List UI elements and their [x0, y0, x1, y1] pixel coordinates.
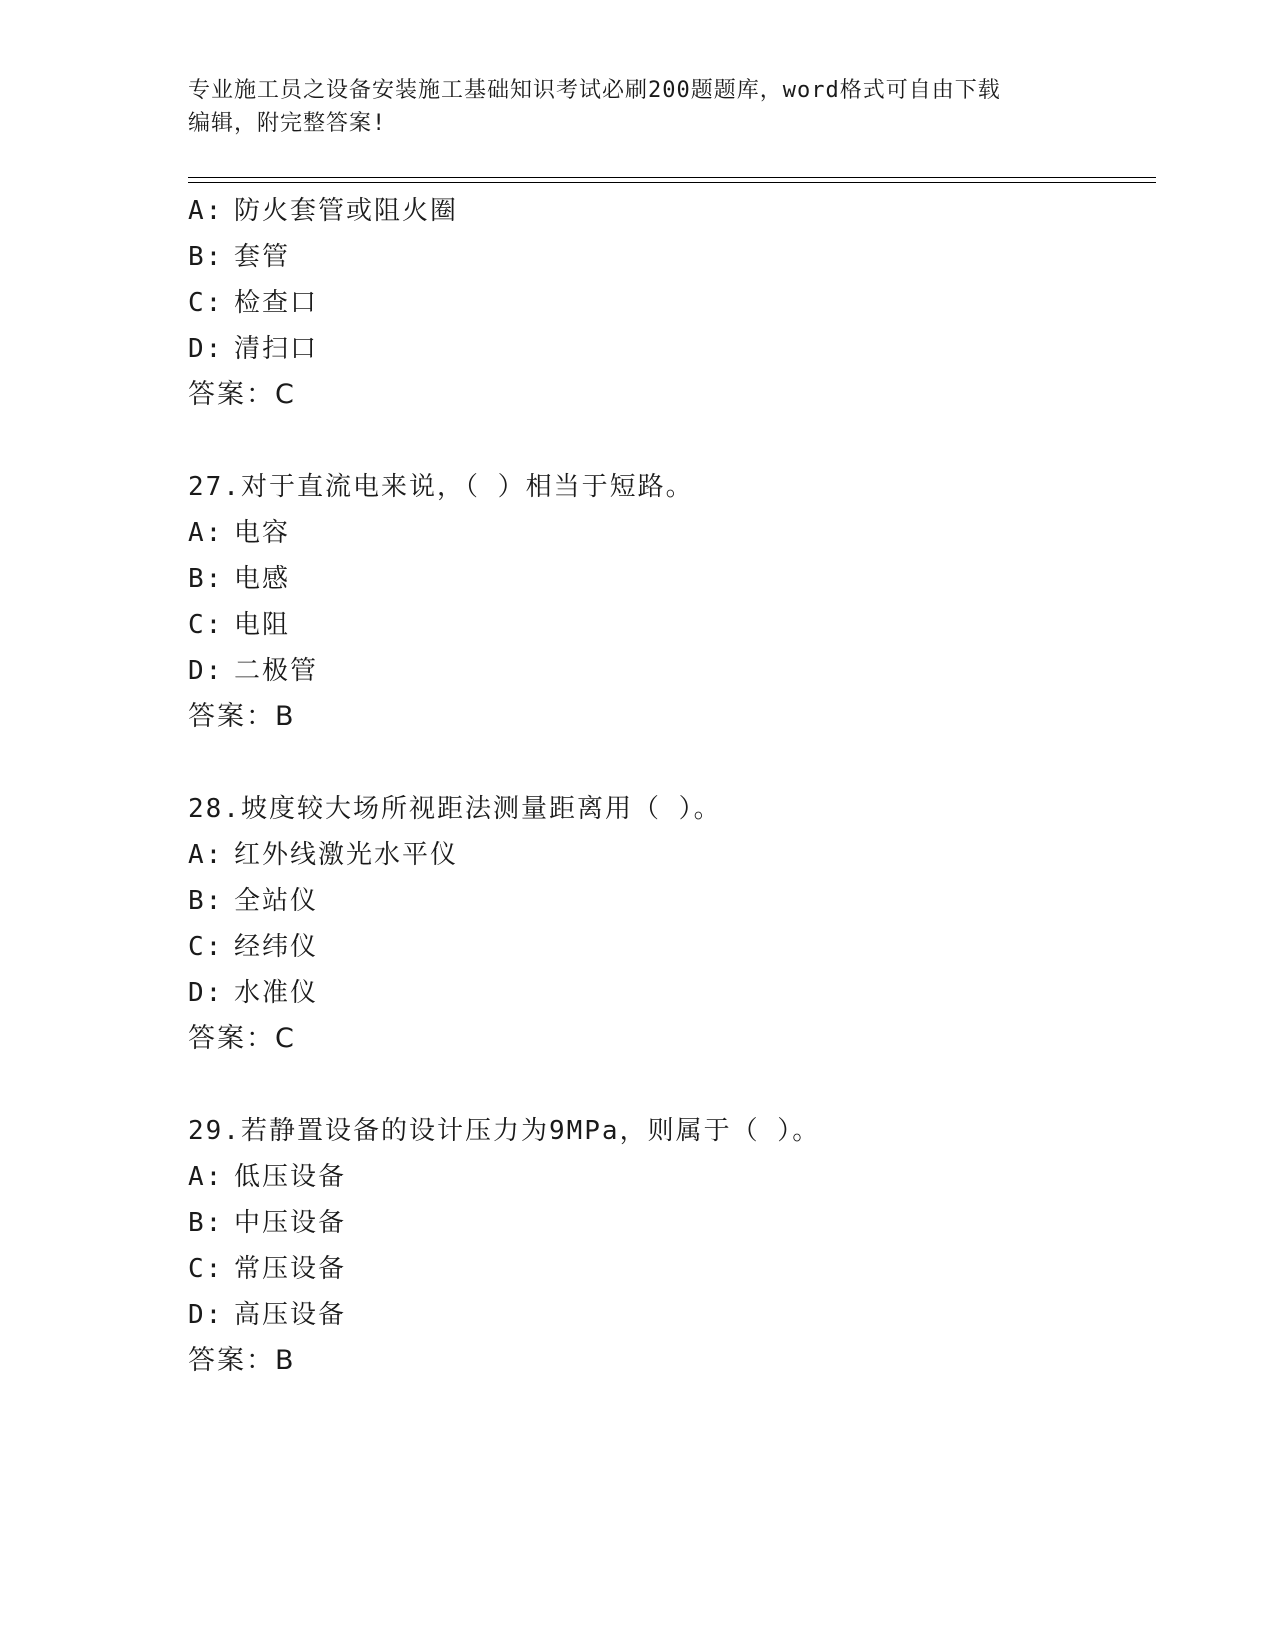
answer-value: B — [275, 701, 294, 732]
question-stem: 29.若静置设备的设计压力为9MPa，则属于（ ）。 — [188, 1116, 821, 1146]
answer-line: 答案：C — [188, 1023, 294, 1054]
option-a: A: 电容 — [188, 518, 291, 548]
answer-line: 答案：C — [188, 379, 294, 410]
answer-value: C — [275, 379, 294, 410]
header-divider-top — [188, 177, 1156, 178]
option-b: B: 中压设备 — [188, 1208, 347, 1238]
option-c: C: 检查口 — [188, 288, 319, 318]
question-list — [188, 188, 1156, 1384]
question-stem: 27.对于直流电来说，（ ）相当于短路。 — [188, 472, 694, 502]
header-divider-bottom — [188, 182, 1156, 183]
option-a: A: 低压设备 — [188, 1162, 347, 1192]
option-b: B: 电感 — [188, 564, 291, 594]
question-28 — [188, 786, 1156, 1062]
option-a: A: 红外线激光水平仪 — [188, 840, 459, 870]
option-c: C: 经纬仪 — [188, 932, 319, 962]
option-a: A: 防火套管或阻火圈 — [188, 196, 459, 226]
question-26-continued — [188, 188, 1156, 418]
option-d: D: 清扫口 — [188, 334, 319, 364]
document-header — [188, 74, 1088, 140]
question-stem: 28.坡度较大场所视距法测量距离用（ ）。 — [188, 794, 722, 824]
answer-value: C — [275, 1023, 294, 1054]
header-line-2: 编辑，附完整答案! — [188, 111, 387, 136]
header-line-1: 专业施工员之设备安装施工基础知识考试必刷200题题库，word格式可自由下载 — [188, 78, 1001, 103]
option-d: D: 二极管 — [188, 656, 319, 686]
option-c: C: 常压设备 — [188, 1254, 347, 1284]
question-29 — [188, 1108, 1156, 1384]
option-c: C: 电阻 — [188, 610, 291, 640]
question-27 — [188, 464, 1156, 740]
option-d: D: 水准仪 — [188, 978, 319, 1008]
option-d: D: 高压设备 — [188, 1300, 347, 1330]
option-b: B: 全站仪 — [188, 886, 319, 916]
option-b: B: 套管 — [188, 242, 291, 272]
answer-value: B — [275, 1345, 294, 1376]
answer-line: 答案：B — [188, 701, 294, 732]
answer-line: 答案：B — [188, 1345, 294, 1376]
